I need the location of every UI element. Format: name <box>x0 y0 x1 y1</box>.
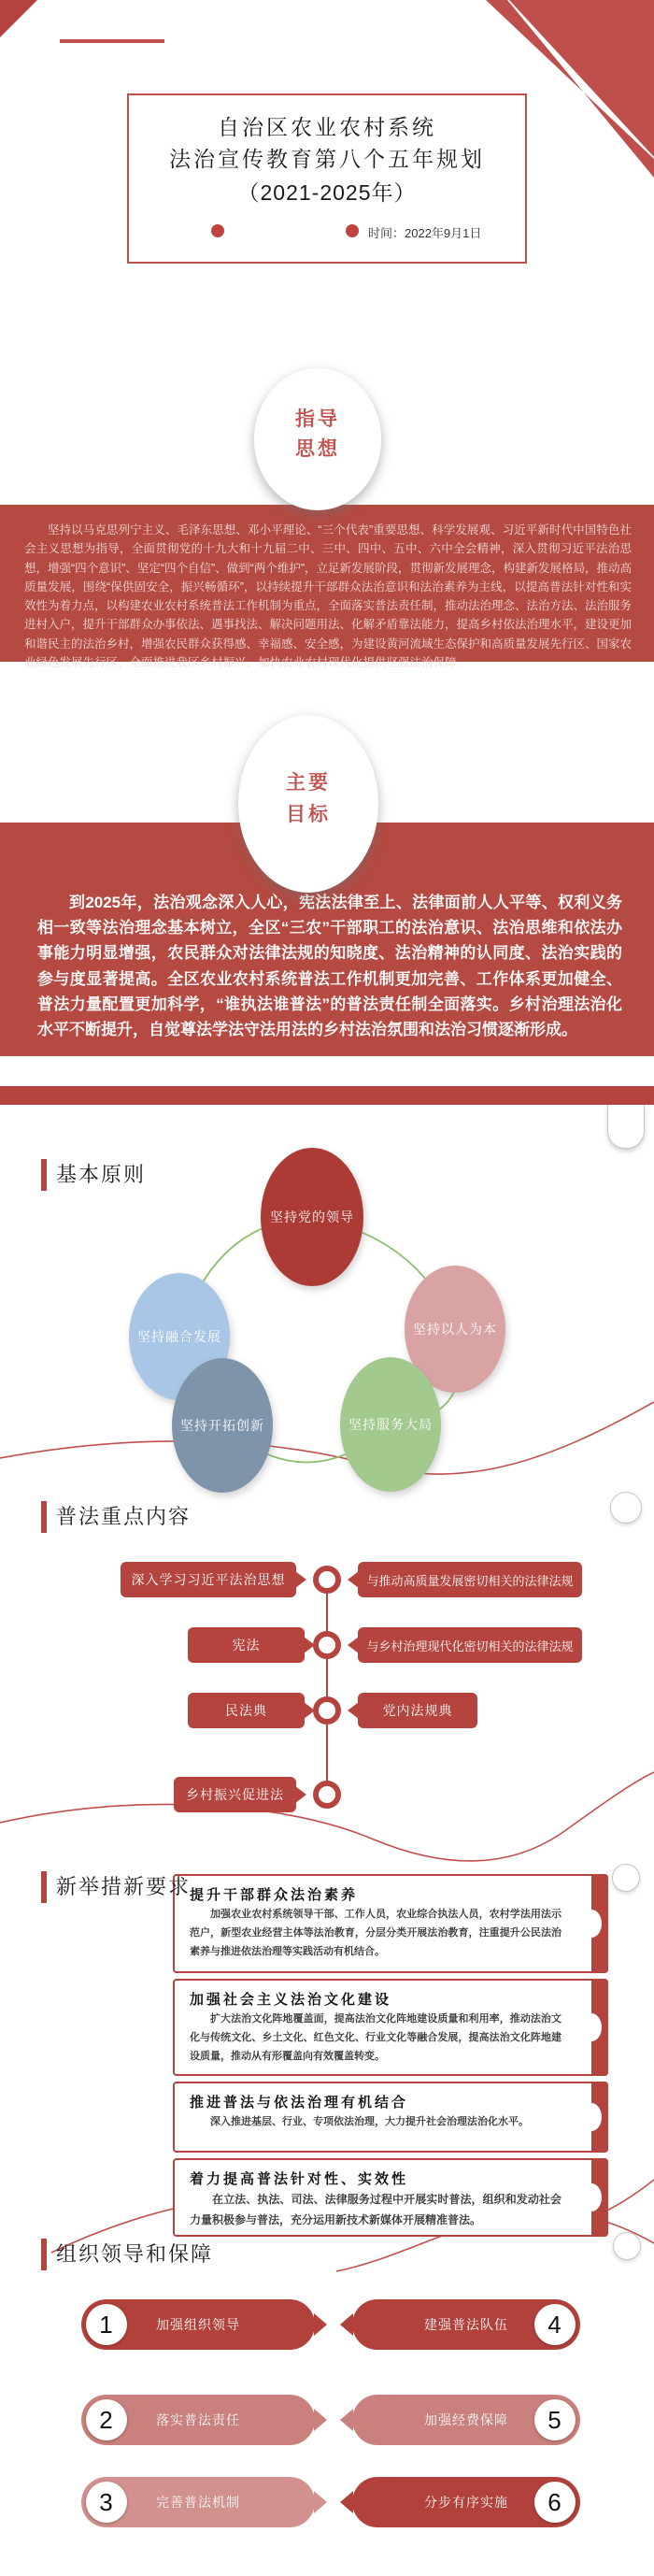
timeline-node <box>313 1631 341 1659</box>
guiding-ideology-text: 坚持以马克思列宁主义、毛泽东思想、邓小平理论、“三个代表”重要思想、科学发展观、习近平新时代中国特色社会主义思想为指导，全面贯彻党的十九大和十九届二中、三中、四中、五中、六中全会精神，深入贯彻习近平法治思想，增强“四个意识”、坚定“四个自信”、做到“两个维护”，立足新发展阶段，贯彻新发展理念，构建新发展格局，推动高质量发展，围绕“保供固安全，振兴畅循环”，以持续提升干部群众法治意识和法治素养为主线，以提高普法针对性和实效性为着力点，以构建农业农村系统普法工作机制为重点，全面落实普法责任制，推动法治理念、法治方法、法治服务进村入户，提升干部群众办事依法、遇事找法、解决问题用法、化解矛盾靠法能力，提高乡村依法治理水平，建设更加和谐民主的法治乡村，增强农民群众获得感、幸福感、安全感，为建设黄河流域生态保护和高质量发展先行区、国家农业绿色发展先行区，全面推进我区乡村振兴、加快农业农村现代化提供坚强法治保障。 <box>24 523 633 669</box>
key-content-label: 乡村振兴促进法 <box>186 1787 284 1802</box>
org-label: 加强组织领导 <box>156 2317 240 2332</box>
org-label: 建强普法队伍 <box>424 2317 508 2332</box>
bookmark-tab <box>612 1864 640 1892</box>
principle-circle-innovation <box>172 1358 273 1493</box>
principle-label: 坚持服务大局 <box>348 1417 433 1432</box>
key-content-item <box>358 1562 582 1597</box>
measure-body: 加强农业农村系统领导干部、工作人员，农业综合执法人员，农村学法用法示范户，新型农业经营主体等法治教育，分层分类开展法治教育，注重提升公民法治素养与推进依法治理等实践活动有机结合。 <box>190 1909 562 1957</box>
principle-label: 坚持党的领导 <box>270 1209 354 1224</box>
org-pill-6 <box>352 2477 580 2527</box>
section-heading-basic-principles <box>41 1159 146 1191</box>
measure-title: 加强社会主义法治文化建设 <box>190 1992 392 2008</box>
step-number: 3 <box>86 2482 127 2523</box>
poster-title-line1: 自治区农业农村系统 <box>218 115 436 139</box>
org-label: 分步有序实施 <box>424 2495 508 2510</box>
timeline-node <box>313 1696 341 1724</box>
key-content-item <box>188 1693 305 1728</box>
badge-main-goals <box>238 715 378 893</box>
key-content-item <box>121 1562 296 1597</box>
bookmark-tab <box>610 1492 642 1524</box>
poster-title-line3: （2021-2025年） <box>237 180 417 205</box>
measure-box-3 <box>173 2082 608 2153</box>
principle-circle-serve-overall <box>340 1357 441 1492</box>
step-number: 4 <box>534 2304 576 2345</box>
ribbon-decor <box>591 1874 608 1973</box>
step-number: 6 <box>534 2482 576 2523</box>
key-content-label: 宪法 <box>232 1638 261 1653</box>
top-rule-line <box>60 39 164 43</box>
org-pill-2 <box>81 2395 315 2445</box>
section-divider-strip <box>0 1086 654 1105</box>
section-heading-new-measures <box>41 1871 191 1903</box>
timeline-line <box>326 1580 328 1795</box>
ribbon-decor <box>591 2082 608 2153</box>
badge-label: 主要 <box>286 772 331 794</box>
principle-label: 坚持开拓创新 <box>180 1418 264 1433</box>
measure-box-1 <box>173 1874 608 1973</box>
heading-accent-bar <box>41 1159 47 1191</box>
heading-text: 基本原则 <box>56 1163 147 1186</box>
measure-body: 在立法、执法、司法、法律服务过程中开展实时普法，组织和发动社会力量积极参与普法，充分运用新技术新媒体开展精准普法。 <box>190 2193 562 2226</box>
badge-label: 指导 <box>295 408 340 430</box>
principle-label: 坚持以人为本 <box>413 1322 497 1337</box>
wave-line-1 <box>0 1402 654 1474</box>
measure-title: 推进普法与依法治理有机结合 <box>190 2095 409 2111</box>
section-heading-organization <box>41 2239 213 2270</box>
bullet-dot-icon <box>211 224 224 237</box>
step-number: 5 <box>534 2399 576 2440</box>
section-heading-key-content <box>41 1501 191 1533</box>
key-content-label: 与乡村治理现代化密切相关的法律法规 <box>366 1639 574 1653</box>
principle-label: 坚持融合发展 <box>137 1329 221 1344</box>
heading-accent-bar <box>41 1501 47 1533</box>
key-content-item <box>174 1777 296 1812</box>
bullet-dot-icon <box>346 224 359 237</box>
org-label: 完善普法机制 <box>156 2495 240 2510</box>
heading-accent-bar <box>41 1871 47 1903</box>
key-content-item <box>188 1627 305 1663</box>
heading-text: 组织领导和保障 <box>56 2242 214 2266</box>
timeline-node <box>313 1781 341 1809</box>
measure-body: 扩大法治文化阵地覆盖面，提高法治文化阵地建设质量和利用率，推动法治文化与传统文化、乡土文化、红色文化、行业文化等融合发展，提高法治文化阵地建设质量，推动从有形覆盖向有效覆盖转变。 <box>190 2013 562 2062</box>
step-number: 2 <box>86 2399 127 2440</box>
org-label: 加强经费保障 <box>424 2412 508 2427</box>
measure-title: 提升干部群众法治素养 <box>190 1887 359 1903</box>
org-pill-1 <box>81 2299 315 2350</box>
measure-title: 着力提高普法针对性、实效性 <box>190 2171 409 2187</box>
org-pill-4 <box>352 2299 580 2350</box>
heading-accent-bar <box>41 2239 47 2270</box>
key-content-label: 党内法规典 <box>382 1703 453 1718</box>
org-pill-3 <box>81 2477 315 2527</box>
title-box <box>127 93 527 264</box>
bookmark-tab <box>607 1105 645 1149</box>
ribbon-decor <box>591 2158 608 2237</box>
publish-date: 时间：2022年9月1日 <box>368 226 482 240</box>
badge-guiding-ideology <box>254 368 381 510</box>
measure-body: 深入推进基层、行业、专项依法治理，大力提升社会治理法治化水平。 <box>210 2116 529 2127</box>
badge-label: 目标 <box>286 804 331 825</box>
principle-circle-party-leadership <box>261 1148 363 1286</box>
key-content-label: 深入学习习近平法治思想 <box>131 1572 286 1587</box>
heading-text: 新举措新要求 <box>56 1875 192 1898</box>
measure-box-4 <box>173 2158 608 2237</box>
key-content-label: 与推动高质量发展密切相关的法律法规 <box>366 1573 574 1588</box>
badge-label: 思想 <box>295 438 340 460</box>
poster-title-line2: 法治宣传教育第八个五年规划 <box>169 147 485 171</box>
key-content-label: 民法典 <box>225 1703 267 1718</box>
main-goals-text: 到2025年，法治观念深入人心，宪法法律至上、法律面前人人平等、权利义务相一致等法治理念基本树立，全区“三农”干部职工的法治意识、法治思维和依法办事能力明显增强，农民群众对法律法规的知晓度、法治精神的认同度、法治实践的参与度显著提高。全区农业农村系统普法工作机制更加完善、工作体系更加健全、普法力量配置更加科学，“谁执法谁普法”的普法责任制全面落实。乡村治理法治化水平不断提升，自觉尊法学法守法用法的乡村法治氛围和法治习惯逐渐形成。 <box>37 894 622 1038</box>
bookmark-tab <box>613 2232 641 2260</box>
key-content-item <box>358 1693 477 1728</box>
step-number: 1 <box>86 2304 127 2345</box>
corner-triangle-right <box>509 0 654 157</box>
guiding-ideology-band <box>0 505 654 669</box>
ribbon-decor <box>591 1979 608 2076</box>
key-content-item <box>358 1627 582 1663</box>
measure-box-2 <box>173 1979 608 2076</box>
org-pill-5 <box>352 2395 580 2445</box>
timeline-node <box>313 1566 341 1594</box>
corner-triangle-left <box>0 0 37 37</box>
heading-text: 普法重点内容 <box>56 1505 192 1528</box>
org-label: 落实普法责任 <box>156 2412 240 2427</box>
